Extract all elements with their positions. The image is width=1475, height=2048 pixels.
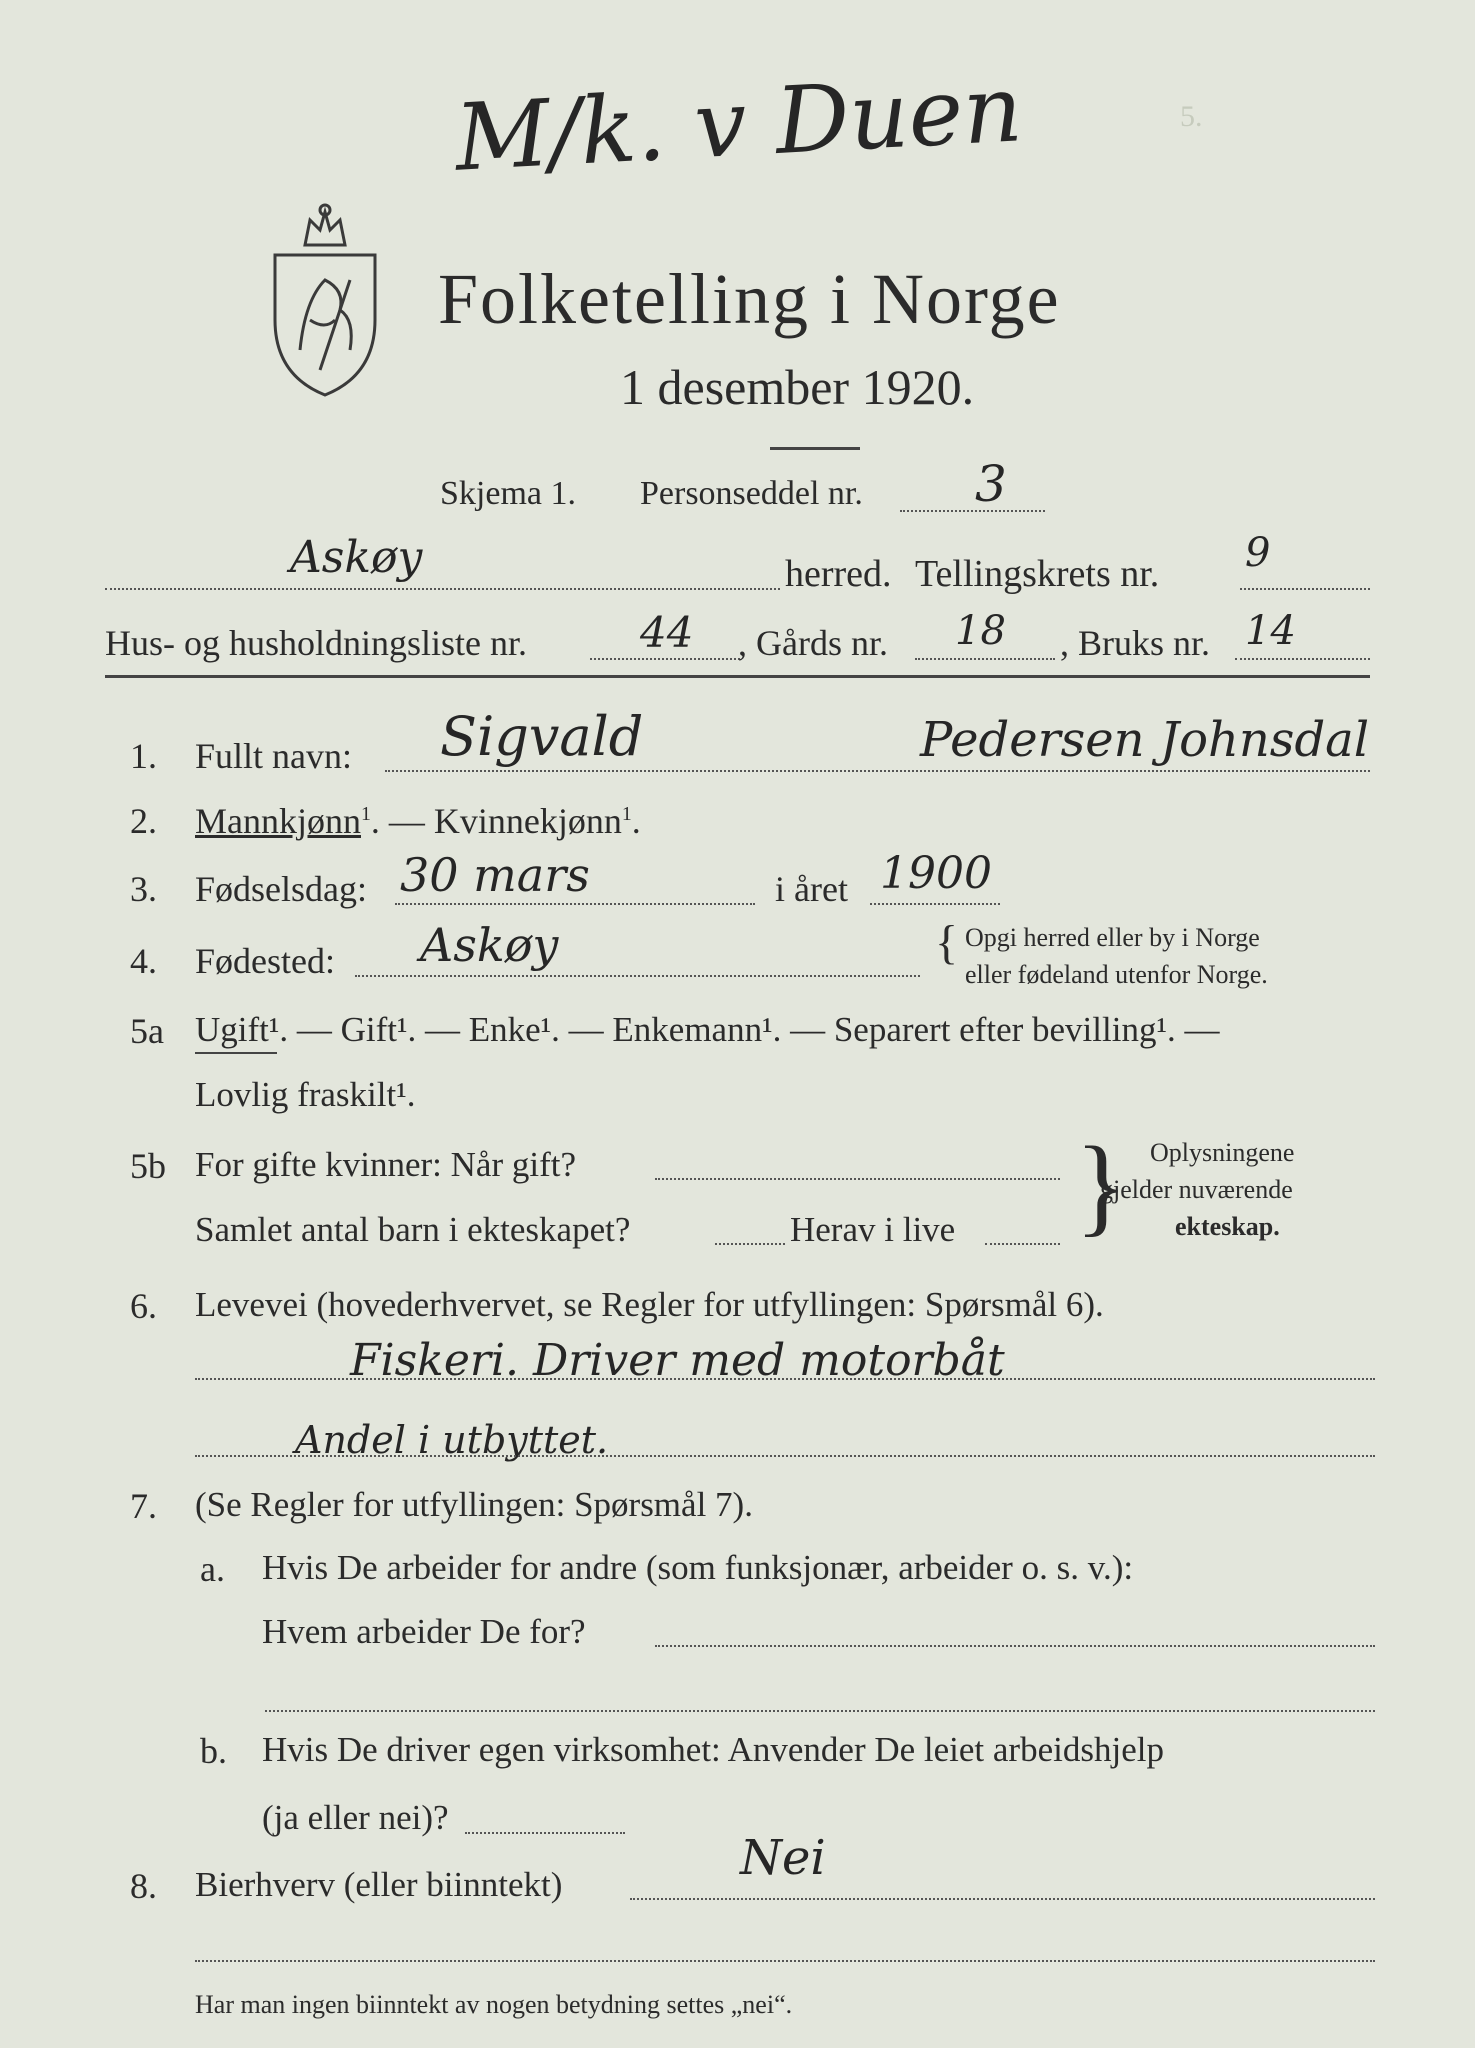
q6-line1 bbox=[195, 1378, 1375, 1380]
q5b-note-brace: } bbox=[1075, 1124, 1128, 1246]
q4-note-brace: { bbox=[935, 916, 959, 969]
q4-line bbox=[355, 975, 920, 977]
q7a-letter: a. bbox=[200, 1549, 225, 1589]
personseddel-label: Personseddel nr. bbox=[640, 475, 863, 512]
header-annotation: M/k. v Duen bbox=[452, 55, 1025, 192]
q2-number: 2. bbox=[130, 801, 157, 841]
q6-number: 6. bbox=[130, 1286, 157, 1326]
tellingskrets-line bbox=[1240, 588, 1370, 590]
q6-value-line1[interactable]: Fiskeri. Driver med motorbåt bbox=[350, 1335, 1005, 1386]
herred-label: herred. bbox=[785, 553, 892, 595]
q6-label: Levevei (hovederhvervet, se Regler for utfyllingen: Spørsmål 6). bbox=[195, 1285, 1104, 1324]
husholdning-label: Hus- og husholdningsliste nr. bbox=[105, 623, 528, 663]
q5b-note2: gjelder nuværende bbox=[1100, 1175, 1293, 1204]
q5a-line2: Lovlig fraskilt¹. bbox=[195, 1075, 416, 1114]
q4-note-line2: eller fødeland utenfor Norge. bbox=[965, 960, 1268, 989]
q4-note-line1: Opgi herred eller by i Norge bbox=[965, 923, 1260, 952]
q3-year-line bbox=[870, 903, 1000, 905]
q3-value[interactable]: 30 mars bbox=[400, 848, 590, 902]
husholdning-value[interactable]: 44 bbox=[640, 608, 694, 657]
bleed-through-text: 5. bbox=[1180, 100, 1203, 133]
q8-line bbox=[630, 1898, 1375, 1900]
q5b-children-line[interactable] bbox=[715, 1243, 785, 1245]
q5a-number: 5a bbox=[130, 1011, 164, 1051]
q3-year-label: i året bbox=[775, 869, 848, 909]
personseddel-value[interactable]: 3 bbox=[975, 455, 1007, 513]
q5b-label3: Herav i live bbox=[790, 1210, 956, 1249]
q8-label: Bierhverv (eller biinntekt) bbox=[195, 1865, 563, 1904]
q5a-line1: Ugift¹. — Gift¹. — Enke¹. — Enkemann¹. — Separert efter bevilling¹. — bbox=[195, 1010, 1220, 1049]
census-date: 1 desember 1920. bbox=[620, 359, 975, 415]
q5b-when-line[interactable] bbox=[655, 1178, 1060, 1180]
gards-value[interactable]: 18 bbox=[955, 608, 1006, 654]
gards-label: , Gårds nr. bbox=[738, 623, 888, 663]
husholdning-line bbox=[590, 658, 740, 660]
q5a-ugift-underline bbox=[195, 1052, 277, 1054]
skjema-label: Skjema 1. bbox=[440, 475, 576, 512]
q2-male-option[interactable]: Mannkjønn bbox=[195, 801, 361, 841]
q3-year-value[interactable]: 1900 bbox=[880, 848, 992, 899]
q5b-note3: ekteskap. bbox=[1175, 1212, 1280, 1241]
q3-line bbox=[395, 903, 755, 905]
q7a-label: Hvis De arbeider for andre (som funksjonær, arbeider o. s. v.): bbox=[262, 1548, 1134, 1587]
q1-last-name[interactable]: Pedersen Johnsdal bbox=[920, 712, 1370, 768]
q2-options: Mannkjønn$^1$. — Kvinnekjønn$^1$. bbox=[195, 801, 641, 841]
q4-value[interactable]: Askøy bbox=[420, 918, 559, 972]
q8-value[interactable]: Nei bbox=[740, 1830, 826, 1886]
q1-first-name[interactable]: Sigvald bbox=[440, 705, 644, 768]
herred-value[interactable]: Askøy bbox=[290, 532, 423, 583]
q5b-alive-line[interactable] bbox=[985, 1243, 1060, 1245]
q6-line2 bbox=[195, 1455, 1375, 1457]
coat-of-arms-icon bbox=[265, 200, 385, 400]
bruks-label: , Bruks nr. bbox=[1060, 623, 1211, 663]
q1-number: 1. bbox=[130, 736, 157, 776]
q7b-letter: b. bbox=[200, 1731, 227, 1771]
q7a-line2[interactable] bbox=[265, 1710, 1375, 1712]
q1-label: Fullt navn: bbox=[195, 736, 353, 776]
q3-number: 3. bbox=[130, 869, 157, 909]
tellingskrets-label: Tellingskrets nr. bbox=[915, 553, 1160, 595]
q7a-sub: Hvem arbeider De for? bbox=[262, 1612, 586, 1651]
tellingskrets-value[interactable]: 9 bbox=[1245, 530, 1271, 576]
footer-note: Har man ingen biinntekt av nogen betydning settes „nei“. bbox=[195, 1990, 793, 2019]
q4-number: 4. bbox=[130, 941, 157, 981]
herred-line bbox=[105, 588, 780, 590]
q7-label: (Se Regler for utfyllingen: Spørsmål 7). bbox=[195, 1485, 753, 1524]
q7b-sub: (ja eller nei)? bbox=[262, 1798, 449, 1837]
q7b-label: Hvis De driver egen virksomhet: Anvender De leiet arbeidshjelp bbox=[262, 1730, 1164, 1769]
personseddel-line bbox=[900, 510, 1045, 512]
q1-line bbox=[385, 770, 1370, 772]
q7a-line1[interactable] bbox=[655, 1645, 1375, 1647]
q7-number: 7. bbox=[130, 1486, 157, 1526]
q5b-number: 5b bbox=[130, 1146, 166, 1186]
q6-value-line2[interactable]: Andel i utbyttet. bbox=[295, 1418, 609, 1462]
q4-label: Fødested: bbox=[195, 941, 335, 981]
page-title: Folketelling i Norge bbox=[438, 259, 1061, 339]
q5b-note1: Oplysningene bbox=[1150, 1138, 1295, 1167]
bruks-line bbox=[1235, 658, 1370, 660]
q8-line2 bbox=[195, 1960, 1375, 1962]
q5b-label1: For gifte kvinner: Når gift? bbox=[195, 1145, 577, 1184]
q3-label: Fødselsdag: bbox=[195, 869, 368, 909]
q8-number: 8. bbox=[130, 1866, 157, 1906]
section-divider bbox=[105, 675, 1370, 678]
gards-line bbox=[915, 658, 1055, 660]
title-divider bbox=[770, 447, 860, 450]
q2-female-option[interactable]: Kvinnekjønn bbox=[433, 801, 622, 841]
q7b-line[interactable] bbox=[465, 1832, 625, 1834]
bruks-value[interactable]: 14 bbox=[1245, 608, 1296, 654]
q5b-label2: Samlet antal barn i ekteskapet? bbox=[195, 1210, 631, 1249]
